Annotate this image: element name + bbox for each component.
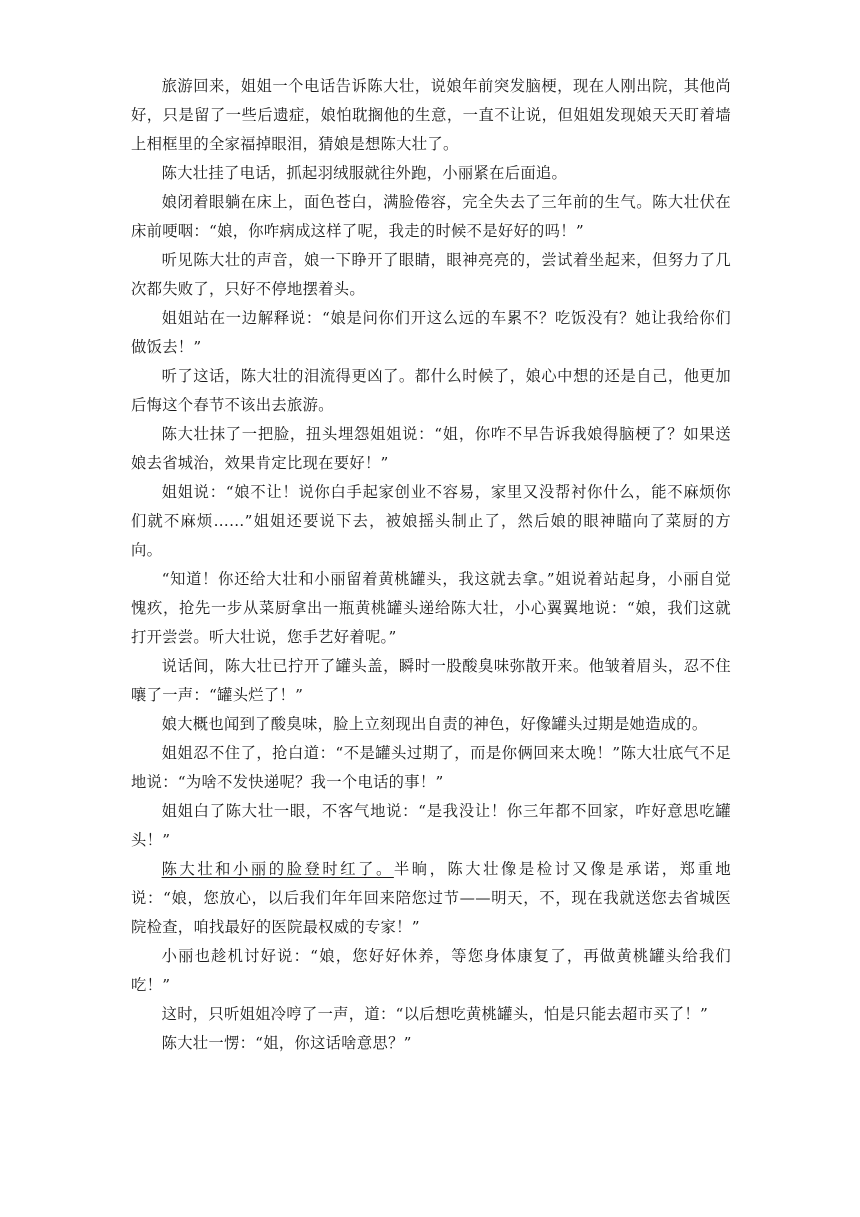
paragraph-10 [131, 652, 731, 710]
paragraph-12 [131, 739, 731, 797]
paragraph-8-text: 姐姐说：“娘不让！说你白手起家创业不容易，家里又没帮衬你什么，能不麻烦你们就不麻烦……”姐姐还要说下去，被娘摇头制止了，然后娘的眼神瞄向了菜厨的方向。 [131, 483, 731, 559]
paragraph-4 [131, 246, 731, 304]
paragraph-14-text: 半晌，陈大壮像是检讨又像是承诺，郑重地说：“娘，您放心，以后我们年年回来陪您过节——明天，不，现在我就送您去省城医院检查，咱找最好的医院最权威的专家！” [131, 860, 732, 936]
document-body [131, 72, 731, 1058]
paragraph-12-text: 姐姐忍不住了，抢白道：“不是罐头过期了，而是你俩回来太晚！”陈大壮底气不足地说：“为啥不发快递呢？我一个电话的事！” [131, 744, 731, 791]
paragraph-9 [131, 565, 731, 652]
paragraph-9-text: “知道！你还给大壮和小丽留着黄桃罐头，我这就去拿。”姐说着站起身，小丽自觉愧疚，抢先一步从菜厨拿出一瓶黄桃罐头递给陈大壮，小心翼翼地说：“娘，我们这就打开尝尝。听大壮说，您手艺好着呢。” [131, 570, 731, 646]
underlined-sentence: 陈大壮和小丽的脸登时红了。 [161, 860, 394, 878]
paragraph-10-text: 说话间，陈大壮已拧开了罐头盖，瞬时一股酸臭味弥散开来。他皱着眉头，忍不住嚷了一声：“罐头烂了！” [131, 657, 731, 704]
paragraph-17-text: 陈大壮一愣：“姐，你这话啥意思？” [161, 1034, 412, 1052]
paragraph-6-text: 听了这话，陈大壮的泪流得更凶了。都什么时候了，娘心中想的还是自己，他更加后悔这个春节不该出去旅游。 [131, 367, 731, 414]
paragraph-16-text: 这时，只听姐姐冷哼了一声，道：“以后想吃黄桃罐头，怕是只能去超市买了！” [161, 1005, 709, 1023]
paragraph-14 [131, 855, 731, 942]
paragraph-2 [131, 159, 731, 188]
paragraph-15-text: 小丽也趁机讨好说：“娘，您好好休养，等您身体康复了，再做黄桃罐头给我们吃！” [131, 947, 731, 994]
paragraph-13-text: 姐姐白了陈大壮一眼，不客气地说：“是我没让！你三年都不回家，咋好意思吃罐头！” [131, 802, 731, 849]
paragraph-16 [131, 1000, 731, 1029]
paragraph-7 [131, 420, 731, 478]
paragraph-1 [131, 72, 731, 159]
paragraph-1-text: 旅游回来，姐姐一个电话告诉陈大壮，说娘年前突发脑梗，现在人刚出院，其他尚好，只是留了一些后遗症，娘怕耽搁他的生意，一直不让说，但姐姐发现娘天天盯着墙上相框里的全家福掉眼泪，猜娘是想陈大壮了。 [131, 77, 731, 153]
paragraph-15 [131, 942, 731, 1000]
paragraph-3 [131, 188, 731, 246]
paragraph-6 [131, 362, 731, 420]
paragraph-17 [131, 1029, 731, 1058]
paragraph-2-text: 陈大壮挂了电话，抓起羽绒服就往外跑，小丽紧在后面追。 [161, 164, 568, 182]
paragraph-8 [131, 478, 731, 565]
paragraph-13 [131, 797, 731, 855]
paragraph-7-text: 陈大壮抹了一把脸，扭头埋怨姐姐说：“姐，你咋不早告诉我娘得脑梗了？如果送娘去省城治，效果肯定比现在要好！” [131, 425, 731, 472]
paragraph-11-text: 娘大概也闻到了酸臭味，脸上立刻现出自责的神色，好像罐头过期是她造成的。 [161, 715, 708, 733]
paragraph-11 [131, 710, 731, 739]
paragraph-3-text: 娘闭着眼躺在床上，面色苍白，满脸倦容，完全失去了三年前的生气。陈大壮伏在床前哽咽：“娘，你咋病成这样了呢，我走的时候不是好好的吗！” [131, 193, 731, 240]
paragraph-4-text: 听见陈大壮的声音，娘一下睁开了眼睛，眼神亮亮的，尝试着坐起来，但努力了几次都失败了，只好不停地摆着头。 [131, 251, 731, 298]
paragraph-5-text: 姐姐站在一边解释说：“娘是问你们开这么远的车累不？吃饭没有？她让我给你们做饭去！” [131, 309, 731, 356]
paragraph-5 [131, 304, 731, 362]
